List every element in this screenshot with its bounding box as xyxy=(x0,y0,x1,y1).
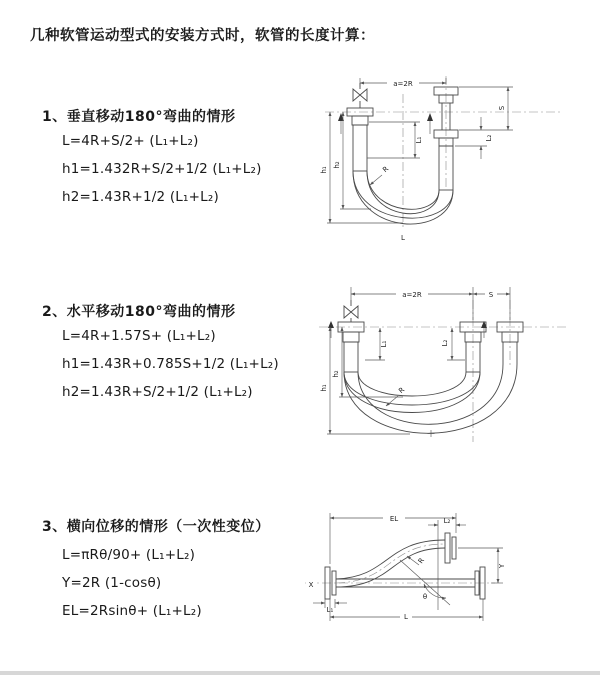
section-1-formula-h1: h1=1.432R+S/2+1/2 (L₁+L₂) xyxy=(62,161,262,177)
d1-label-R: R xyxy=(381,164,391,175)
d3-label-L1: L₁ xyxy=(326,606,334,614)
d1-label-L1: L₁ xyxy=(415,136,423,144)
d1-S-dimension xyxy=(459,87,513,130)
d3-L2-dimension xyxy=(428,517,466,610)
d2-valve-icon xyxy=(344,300,358,322)
d3-label-theta: θ xyxy=(422,593,428,601)
d1-left-fitting xyxy=(347,108,373,171)
section-3-formula-L: L=πRθ/90+ (L₁+L₂) xyxy=(62,547,196,563)
section-1-heading: 1、垂直移动180°弯曲的情形 xyxy=(42,109,236,125)
diagram-horizontal-180-bend xyxy=(303,276,593,456)
d1-height-dimensions xyxy=(320,112,403,223)
section-2-formula-L: L=4R+1.57S+ (L₁+L₂) xyxy=(62,328,216,344)
d3-radius-callout xyxy=(407,556,426,565)
page-bottom-edge xyxy=(0,671,600,675)
d1-valve-icon xyxy=(353,83,367,108)
d1-label-h1: h₁ xyxy=(320,166,328,174)
page-title: 几种软管运动型式的安装方式时，软管的长度计算： xyxy=(30,28,375,44)
d2-hose-curves xyxy=(344,364,517,437)
d2-L2-dimension xyxy=(441,328,465,360)
d2-label-R: R xyxy=(397,385,407,396)
d1-centerlines xyxy=(325,76,561,230)
d1-label-L2: L₂ xyxy=(485,134,493,142)
d2-label-L2: L₂ xyxy=(441,339,449,347)
section-3-heading: 3、横向位移的情形（一次性变位） xyxy=(42,519,270,535)
d1-top-dimension xyxy=(360,78,446,88)
d3-label-R: R xyxy=(416,556,427,566)
d2-label-h1: h₁ xyxy=(320,384,328,392)
d3-label-Y: Y xyxy=(498,563,506,569)
d1-L1-dimension xyxy=(367,122,423,158)
d3-angle-construction xyxy=(400,560,450,605)
d3-L-dimension xyxy=(330,599,483,621)
d2-label-a2R: a=2R xyxy=(402,291,422,299)
d2-label-h2: h₂ xyxy=(332,370,340,378)
d3-axis-mark: X xyxy=(308,581,314,589)
d1-label-h2: h₂ xyxy=(333,161,341,169)
d2-label-S: S xyxy=(488,291,494,299)
section-2-heading: 2、水平移动180°弯曲的情形 xyxy=(42,304,236,320)
d2-height-dimensions xyxy=(320,327,410,434)
section-3-formula-EL: EL=2Rsinθ+ (L₁+L₂) xyxy=(62,603,202,619)
d1-label-S: S xyxy=(498,105,506,111)
d3-label-L2: L₂ xyxy=(443,517,451,525)
d2-centerlines xyxy=(319,300,568,442)
d2-move-arrows xyxy=(328,321,487,338)
d1-move-arrow-right xyxy=(427,113,433,134)
d3-Y-dimension xyxy=(458,548,506,583)
section-2-formula-h2: h2=1.43R+S/2+1/2 (L₁+L₂) xyxy=(62,384,253,400)
d3-label-EL: EL xyxy=(389,515,399,523)
section-3-formula-Y: Y=2R (1-cosθ) xyxy=(62,575,162,591)
d2-L1-dimension xyxy=(365,328,388,360)
section-2-formula-h1: h1=1.43R+0.785S+1/2 (L₁+L₂) xyxy=(62,356,279,372)
d1-label-L: L xyxy=(401,234,405,242)
section-1-formula-L: L=4R+S/2+ (L₁+L₂) xyxy=(62,133,199,149)
d3-EL-dimension xyxy=(330,512,456,564)
diagram-vertical-180-bend xyxy=(303,70,593,266)
d1-label-a2R: a=2R xyxy=(393,80,413,88)
d1-L2-dimension xyxy=(455,117,493,159)
d2-label-L1: L₁ xyxy=(380,340,388,348)
d3-label-L: L xyxy=(404,613,408,621)
d1-radius-callout xyxy=(370,165,390,185)
section-1-formula-h2: h2=1.43R+1/2 (L₁+L₂) xyxy=(62,189,219,205)
d3-upper-flange xyxy=(445,533,456,563)
diagram-lateral-displacement xyxy=(295,498,595,646)
d2-top-dimensions xyxy=(351,287,510,320)
d3-hose-curves xyxy=(336,540,445,587)
